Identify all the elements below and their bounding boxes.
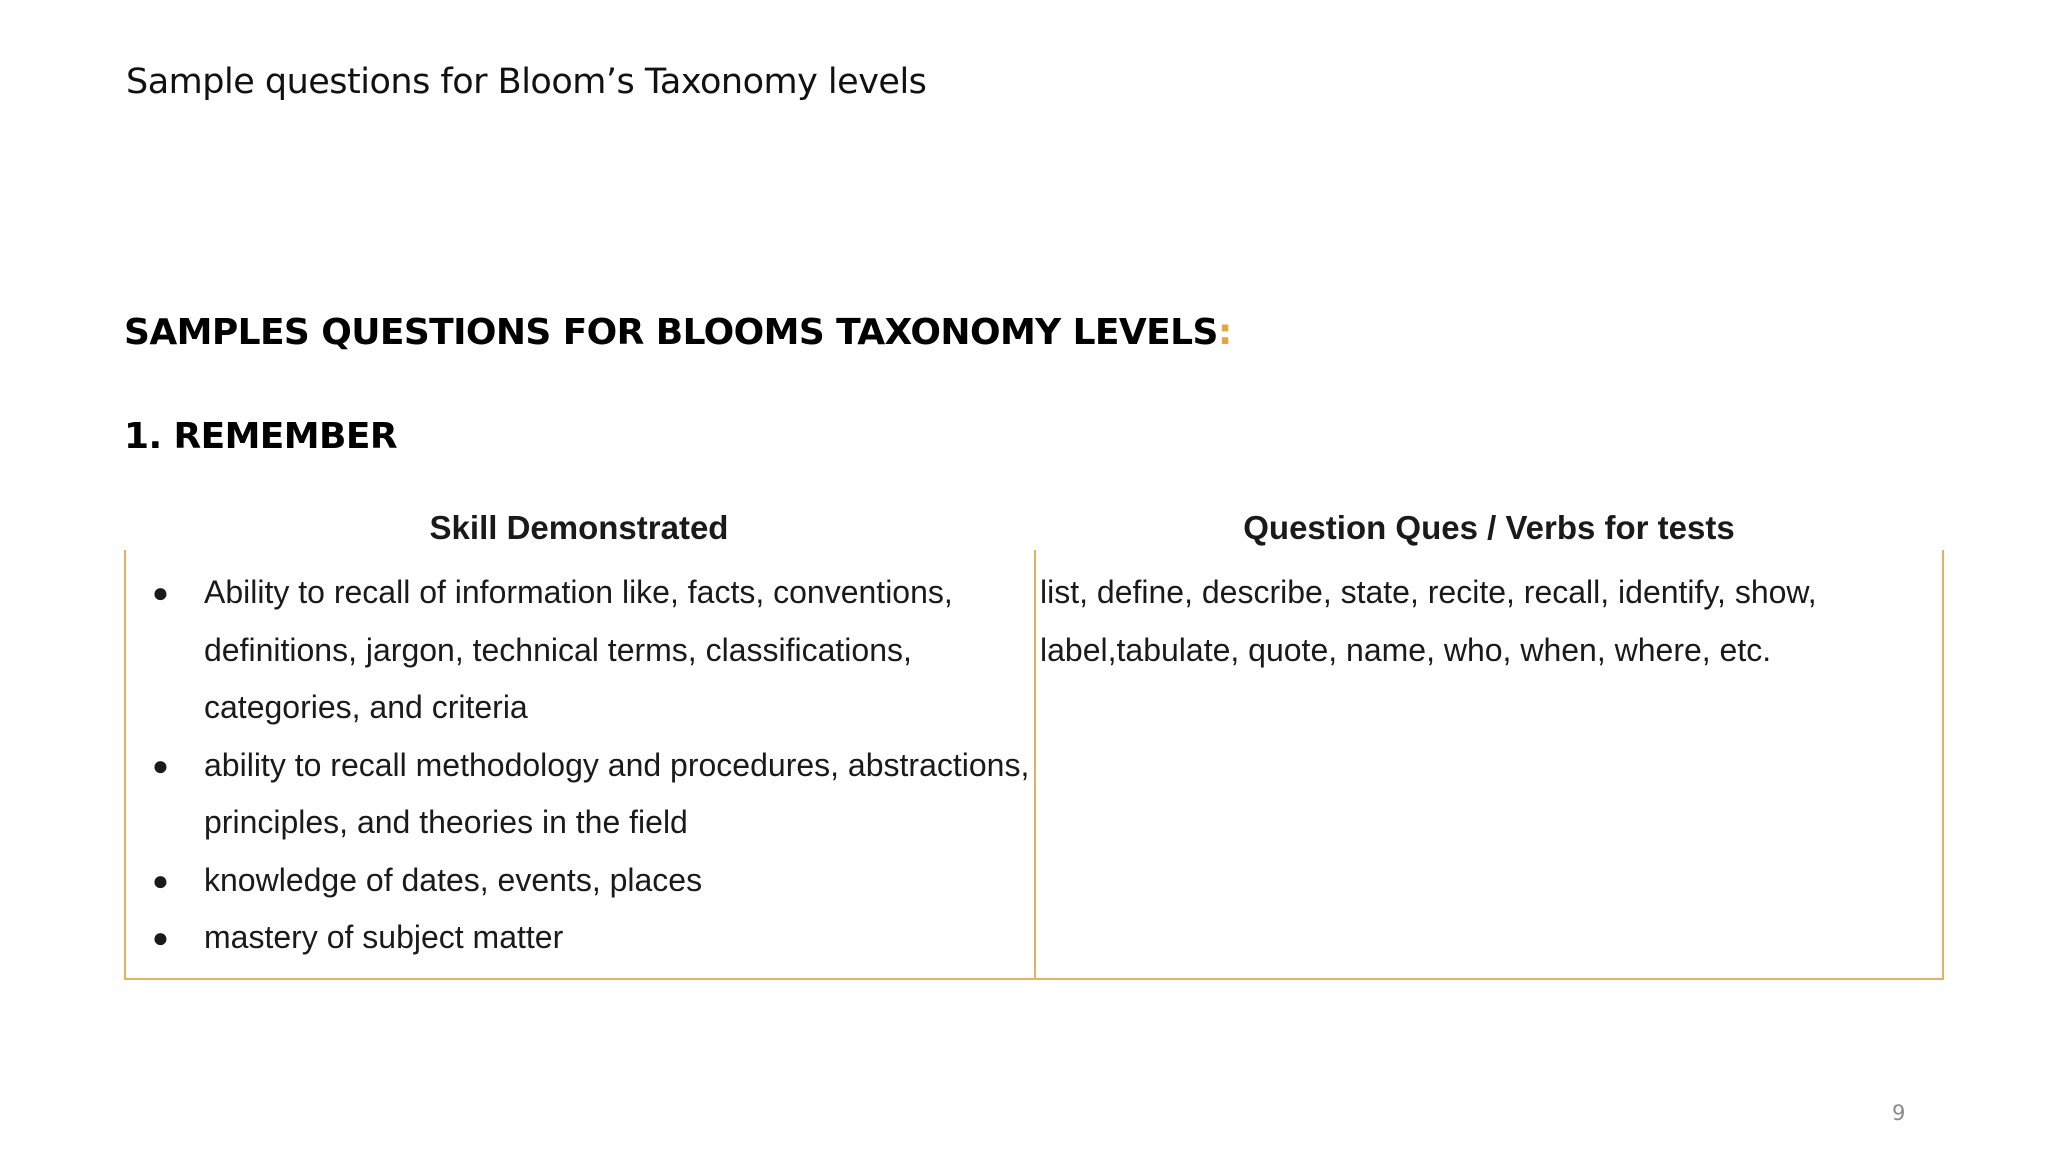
bullet-icon: ● (152, 922, 169, 953)
skill-text: Ability to recall of information like, facts, conventions, definitions, jargon, technical terms, classifications, categories, and criteria (204, 574, 953, 725)
verbs-cell: list, define, describe, state, recite, recall, identify, show, label,tabulate, quote, name, who, when, where, etc. (1040, 574, 1817, 668)
column-header-skill: Skill Demonstrated (429, 509, 729, 546)
skill-text: ability to recall methodology and procedures, abstractions, principles, and theories in the field (204, 746, 1030, 840)
heading-colon: : (1217, 312, 1232, 353)
skill-text: mastery of subject matter (204, 919, 564, 955)
bullet-icon: ● (152, 864, 169, 896)
skill-list (126, 564, 1031, 967)
slide-title: Sample questions for Bloom’s Taxonomy levels (126, 62, 927, 102)
section-heading: 1. REMEMBER (124, 416, 397, 457)
list-item (126, 852, 1031, 910)
list-item (126, 564, 1031, 737)
skill-text: knowledge of dates, events, places (204, 861, 703, 898)
list-item (126, 909, 1031, 967)
skill-cell (126, 564, 1031, 967)
main-heading-text: SAMPLES QUESTIONS FOR BLOOMS TAXONOMY LEVELS (124, 312, 1218, 353)
bullet-icon: ● (152, 577, 169, 608)
bullet-icon: ● (152, 749, 169, 781)
page-number: 9 (1892, 1101, 1906, 1125)
main-heading (124, 309, 1232, 357)
list-item (126, 737, 1031, 852)
taxonomy-table (124, 550, 1944, 980)
column-header-verbs: Question Ques / Verbs for tests (1243, 509, 1735, 546)
column-divider (1034, 550, 1036, 978)
